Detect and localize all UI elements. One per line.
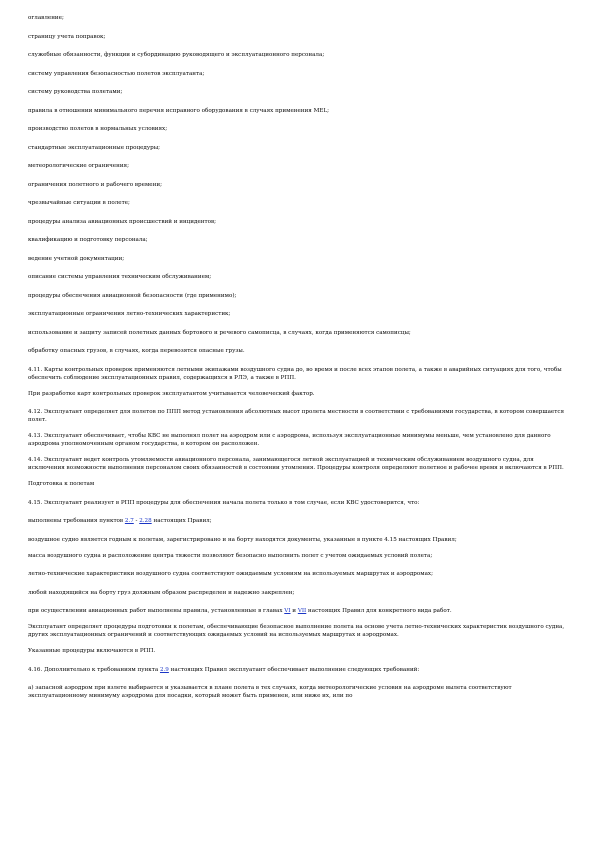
link-rule-2-28[interactable]: 2.28 bbox=[139, 518, 152, 524]
text-span: настоящих Правил; bbox=[151, 518, 212, 524]
list-item: ведение учетной документации; bbox=[28, 255, 125, 262]
text-span: при осуществлении авиационных работ выполнены правила, установленные в главах bbox=[28, 608, 285, 614]
list-item: оглавление; bbox=[28, 15, 64, 21]
document-body bbox=[28, 14, 568, 708]
link-chapter-vii[interactable]: VII bbox=[297, 608, 307, 614]
list-item: систему руководства полетами; bbox=[28, 89, 123, 95]
paragraph-4-14: 4.14. Эксплуатант ведет контроль утомляемости авиационного персонала, занимающегося летной эксплуатацией и техническим обслуживанием воздушного судна, для исключения возможности выполнения персоналом своих обязанностей в состоянии утомления. Процедуры контроля определяют полетное и рабочее время и включаются в РПП. bbox=[28, 457, 564, 471]
list-item: любой находящийся на борту груз должным образом распределен и надежно закреплен; bbox=[28, 589, 295, 596]
list-item: правила в отношении минимального перечня исправного оборудования в случаях применения MEL; bbox=[28, 107, 329, 114]
paragraph-4-15: 4.15. Эксплуатант реализует в РПП процедуры для обеспечения начала полета только в том случае, если КВС удостоверится, что: bbox=[28, 499, 420, 506]
paragraph-4-13: 4.13. Эксплуатант обеспечивает, чтобы КВС не выполнял полет на аэродром или с аэродрома, используя эксплуатационные минимумы меньше, чем установлено для данного аэродрома уполномоченным органом государства, в котором он расположен. bbox=[28, 433, 551, 447]
list-item: стандартные эксплуатационные процедуры; bbox=[28, 144, 161, 151]
text-span: 4.16. Дополнительно к требованиям пункта bbox=[28, 666, 160, 673]
list-item: ограничения полетного и рабочего времени; bbox=[28, 181, 162, 188]
list-item bbox=[28, 517, 568, 525]
list-item: процедуры анализа авиационных происшествий и инцидентов; bbox=[28, 218, 216, 225]
list-item: а) запасной аэродром при взлете выбирается и указывается в плане полета в тех случаях, когда метеорологические условия на аэродроме вылета соответствуют эксплуатационному минимуму аэродрома для посадки, который может быть применен, или ниже их, или по bbox=[28, 685, 512, 699]
list-item: квалификацию и подготовку персонала; bbox=[28, 237, 148, 243]
text-span: настоящих Правил для конкретного вида работ. bbox=[306, 608, 452, 614]
paragraph: Указанные процедуры включаются в РПП. bbox=[28, 648, 156, 654]
list-item: использование и защиту записей полетных данных бортового и речевого самописца, в случаях, когда применяются самописцы; bbox=[28, 329, 411, 336]
list-item: чрезвычайные ситуации в полете; bbox=[28, 200, 130, 206]
list-item: описание системы управления техническим обслуживанием; bbox=[28, 274, 212, 280]
list-item: систему управления безопасностью полетов эксплуатанта; bbox=[28, 70, 205, 77]
link-chapter-vi[interactable]: VI bbox=[284, 608, 291, 614]
list-item: эксплуатационные ограничения летно-технических характеристик; bbox=[28, 311, 231, 317]
list-item: страницу учета поправок; bbox=[28, 33, 106, 40]
text-span: настоящих Правил эксплуатант обеспечивает выполнение следующих требований: bbox=[168, 666, 420, 673]
paragraph: Эксплуатант определяет процедуры подготовки к полетам, обеспечивающие безопасное выполнение полета на основе учета летно-технических характеристик воздушного судна, других эксплуатационных ограничений и соответствующих ожидаемых условий на используемых маршрутах и аэродромах. bbox=[28, 624, 565, 638]
text-span: - bbox=[133, 518, 140, 524]
paragraph-4-12: 4.12. Эксплуатант определяет для полетов по ППП метод установления абсолютных высот пролета местности в соответствии с требованиями государства, в котором совершается полет. bbox=[28, 409, 564, 423]
section-heading: Подготовка к полетам bbox=[28, 481, 95, 487]
list-item: летно-технические характеристики воздушного судна соответствуют ожидаемым условиям на используемых маршрутах и аэродромах; bbox=[28, 571, 433, 577]
text-span: выполнены требования пунктов bbox=[28, 518, 125, 524]
list-item bbox=[28, 607, 568, 615]
list-item: процедуры обеспечения авиационной безопасности (где применимо); bbox=[28, 292, 237, 299]
link-rule-2-9[interactable]: 2.9 bbox=[159, 666, 169, 673]
list-item: воздушное судно является годным к полетам, зарегистрировано и на борту находятся документы, указанные в пункте 4.15 настоящих Правил; bbox=[28, 536, 457, 543]
paragraph: При разработке карт контрольных проверок эксплуатантом учитывается человеческий фактор. bbox=[28, 390, 315, 397]
list-item: обработку опасных грузов, в случаях, когда перевозятся опасные грузы. bbox=[28, 348, 245, 354]
text-span: и bbox=[290, 608, 298, 614]
link-rule-2-7[interactable]: 2.7 bbox=[124, 518, 134, 524]
list-item: служебные обязанности, функции и субординацию руководящего и эксплуатационного персонала; bbox=[28, 52, 325, 58]
list-item: производство полетов в нормальных условиях; bbox=[28, 126, 168, 132]
list-item: масса воздушного судна и расположение центра тяжести позволяют безопасно выполнить полет с учетом ожидаемых условий полета; bbox=[28, 552, 433, 559]
paragraph-4-16 bbox=[28, 666, 568, 674]
list-item: метеорологические ограничения; bbox=[28, 163, 129, 169]
paragraph-4-11: 4.11. Карты контрольных проверок применяются летными экипажами воздушного судна до, во время и после всех этапов полета, а также в аварийных ситуациях для того, чтобы обеспечить соблюдение эксплуатационных правил, содержащихся в РЛЭ, а также в РПП. bbox=[28, 366, 562, 381]
